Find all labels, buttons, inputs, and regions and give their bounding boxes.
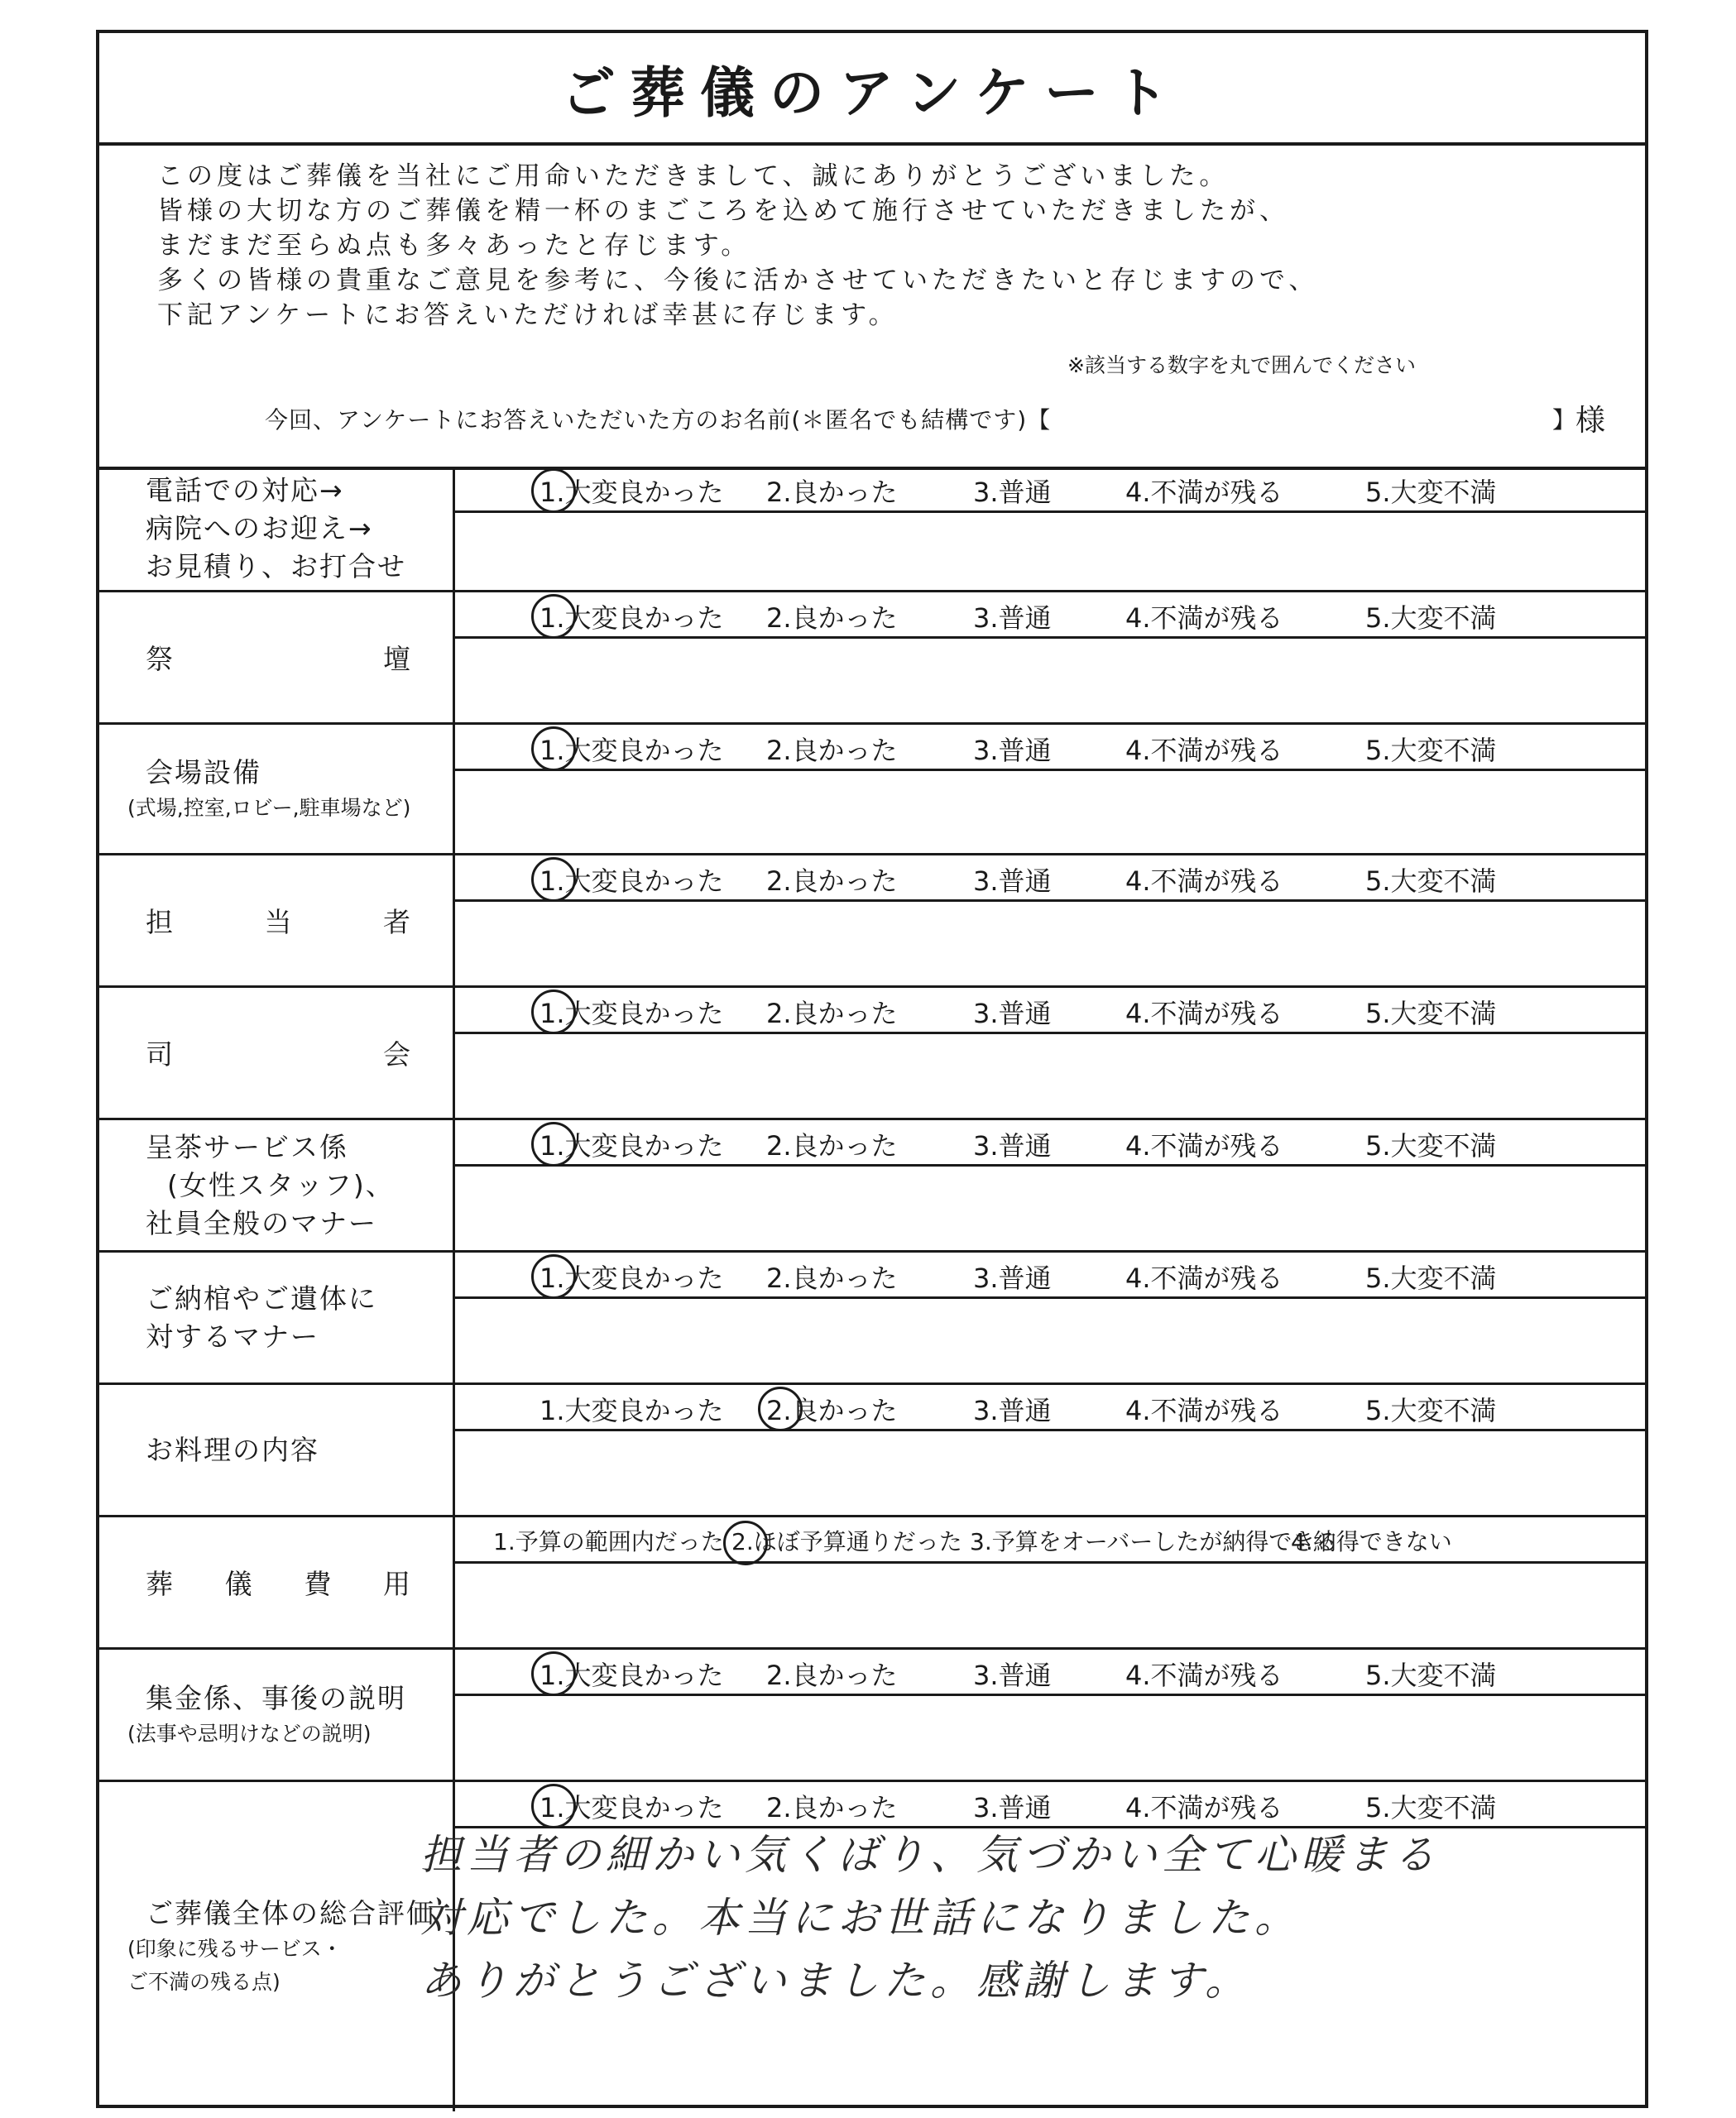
- option-text: 1.予算の範囲内だった: [493, 1528, 724, 1555]
- comment-line: ありがとうございました。感謝します。: [420, 1957, 1251, 2005]
- table-row: [99, 467, 1645, 592]
- rating-option[interactable]: [1125, 1258, 1283, 1296]
- row-label: [99, 1253, 455, 1382]
- option-text: 4.不満が残る: [1125, 477, 1283, 508]
- name-field-row: [265, 402, 1605, 444]
- table-row: [99, 1120, 1645, 1253]
- selected-option-text: 1.大変良かった: [540, 860, 724, 898]
- rating-option[interactable]: [766, 1125, 898, 1163]
- rating-option[interactable]: [1125, 1125, 1283, 1163]
- row-label: [99, 592, 455, 722]
- options-row: [455, 1517, 1645, 1564]
- option-text: 4.不満が残る: [1125, 998, 1283, 1029]
- row-label-line: 電話での対応→: [146, 473, 344, 506]
- selected-option-text: 1.大変良かった: [540, 1125, 724, 1163]
- options-row: [455, 855, 1645, 902]
- rating-option[interactable]: [766, 993, 898, 1031]
- rating-option[interactable]: [1365, 860, 1497, 898]
- row-label-char: 祭: [146, 643, 173, 675]
- instruction-note: ※該当する数字を丸で囲んでください: [1067, 353, 1416, 377]
- rating-option[interactable]: [540, 1125, 724, 1163]
- table-row: [99, 592, 1645, 725]
- rating-option[interactable]: [973, 1390, 1052, 1428]
- option-text: 5.大変不満: [1365, 1660, 1497, 1691]
- option-text: 5.大変不満: [1365, 1130, 1497, 1162]
- selected-option-text: 1.大変良かった: [540, 1258, 724, 1296]
- rating-option[interactable]: [540, 860, 724, 898]
- option-text: 3.普通: [973, 602, 1052, 634]
- option-text: 3.普通: [973, 1130, 1052, 1162]
- row-label: [99, 1517, 455, 1647]
- rating-option[interactable]: [540, 1655, 724, 1693]
- option-text: 3.普通: [973, 998, 1052, 1029]
- row-label: [99, 1650, 455, 1780]
- option-text: 4.不満が残る: [1125, 1130, 1283, 1162]
- intro-section: [99, 142, 1645, 470]
- rating-option[interactable]: [973, 597, 1052, 635]
- row-label-line: 対するマナー: [146, 1320, 319, 1353]
- option-text: 2.良かった: [766, 1130, 898, 1162]
- rating-option[interactable]: [766, 597, 898, 635]
- option-text: 3.普通: [973, 1660, 1052, 1691]
- option-text: 5.大変不満: [1365, 1263, 1497, 1294]
- row-label-spread: [146, 1033, 410, 1072]
- row-label: [99, 725, 455, 853]
- table-row: [99, 725, 1645, 855]
- row-label: [99, 1782, 455, 2111]
- rating-option[interactable]: [1125, 597, 1283, 635]
- table-row: [99, 988, 1645, 1120]
- option-text: 2.良かった: [766, 865, 898, 897]
- rating-option[interactable]: [1125, 472, 1283, 510]
- row-label: [99, 855, 455, 985]
- rating-option[interactable]: [731, 1524, 962, 1557]
- row-label-line: 社員全般のマナー: [146, 1206, 377, 1239]
- rating-option[interactable]: [1125, 993, 1283, 1031]
- rating-option[interactable]: [1365, 1258, 1497, 1296]
- options-row: [455, 467, 1645, 513]
- selected-option-text: 1.大変良かった: [540, 472, 724, 510]
- option-text: 2.良かった: [766, 477, 898, 508]
- row-label-sub: (法事や忌明けなどの説明): [127, 1721, 372, 1746]
- option-text: 5.大変不満: [1365, 865, 1497, 897]
- row-label-line: 病院へのお迎え→: [146, 511, 373, 544]
- option-text: 2.良かった: [766, 1660, 898, 1691]
- comment-line: 対応でした。本当にお世話になりました。: [420, 1894, 1301, 1942]
- rating-option[interactable]: [540, 993, 724, 1031]
- rating-option[interactable]: [973, 860, 1052, 898]
- intro-line: この度はご葬儀を当社にご用命いただきまして、誠にありがとうございました。: [157, 161, 1230, 191]
- row-label: [99, 1385, 455, 1515]
- rating-option[interactable]: [1365, 1787, 1497, 1825]
- row-label-char: 儀: [224, 1568, 252, 1600]
- selected-option-text: 1.大変良かった: [540, 1655, 724, 1693]
- handwritten-comment: [420, 1823, 1440, 2012]
- option-text: 5.大変不満: [1365, 735, 1497, 766]
- row-label-line: ご不満の残る点): [127, 1970, 281, 1994]
- row-label-char: 壇: [383, 643, 410, 675]
- rating-option[interactable]: [1365, 1390, 1497, 1428]
- row-label-char: 費: [304, 1568, 332, 1600]
- options-row: [455, 1782, 1645, 1828]
- row-label: [99, 988, 455, 1118]
- row-label-char: 用: [382, 1568, 410, 1600]
- rating-option[interactable]: [973, 1787, 1052, 1825]
- option-text: 4.不満が残る: [1125, 602, 1283, 634]
- option-text: 2.良かった: [766, 998, 898, 1029]
- rating-option[interactable]: [1125, 1655, 1283, 1693]
- option-text: 4.不満が残る: [1125, 1792, 1283, 1823]
- option-text: 2.良かった: [766, 1263, 898, 1294]
- page-title: ご葬儀のアンケート: [560, 60, 1184, 125]
- rating-option[interactable]: [540, 1390, 724, 1428]
- options-row: [455, 1650, 1645, 1696]
- table-row: [99, 1253, 1645, 1385]
- rating-option[interactable]: [973, 472, 1052, 510]
- options-row: [455, 988, 1645, 1034]
- rating-option[interactable]: [1125, 1787, 1283, 1825]
- option-text: 3.予算をオーバーしたが納得できる: [970, 1528, 1339, 1555]
- rating-option[interactable]: [540, 1258, 724, 1296]
- option-text: 4.不満が残る: [1125, 1395, 1283, 1426]
- table-row: [99, 1650, 1645, 1782]
- rating-option[interactable]: [973, 1258, 1052, 1296]
- selected-option-text: 2.良かった: [766, 1390, 898, 1428]
- rating-option[interactable]: [766, 730, 898, 768]
- rating-option[interactable]: [1365, 993, 1497, 1031]
- intro-line: まだまだ至らぬ点も多々あったと存じます。: [157, 231, 751, 261]
- rating-option[interactable]: [973, 1655, 1052, 1693]
- row-label-line: お見積り、お打合せ: [146, 549, 406, 582]
- row-label-char: 司: [146, 1038, 173, 1071]
- selected-option-text: 1.大変良かった: [540, 1787, 724, 1825]
- selected-option-text: 1.大変良かった: [540, 597, 724, 635]
- options-row: [455, 592, 1645, 639]
- selected-option-text: 2.ほぼ予算通りだった: [731, 1524, 962, 1557]
- row-label-line: 会場設備: [146, 755, 261, 788]
- option-text: 3.普通: [973, 735, 1052, 766]
- rating-option[interactable]: [970, 1524, 1338, 1557]
- rating-option[interactable]: [540, 597, 724, 635]
- intro-line: 下記アンケートにお答えいただければ幸甚に存じます。: [157, 300, 899, 330]
- intro-line: 皆様の大切な方のご葬儀を精一杯のまごころを込めて施行させていただきましたが、: [157, 196, 1289, 226]
- comment-line: 担当者の細かい気くばり、気づかい全て心暖まる: [420, 1831, 1440, 1879]
- option-text: 3.普通: [973, 865, 1052, 897]
- option-text: 5.大変不満: [1365, 602, 1497, 634]
- rating-option[interactable]: [1365, 472, 1497, 510]
- rating-option[interactable]: [1365, 1655, 1497, 1693]
- option-text: 5.大変不満: [1365, 1792, 1497, 1823]
- selected-option-text: 1.大変良かった: [540, 993, 724, 1031]
- rating-option[interactable]: [766, 860, 898, 898]
- table-row: [99, 1517, 1645, 1650]
- row-label-line: ご葬儀全体の総合評価: [146, 1897, 435, 1929]
- title-row: [99, 33, 1645, 146]
- option-text: 2.良かった: [766, 735, 898, 766]
- rating-option[interactable]: [493, 1524, 724, 1557]
- rating-option[interactable]: [766, 1390, 898, 1428]
- option-text: 5.大変不満: [1365, 477, 1497, 508]
- survey-form: [96, 30, 1648, 2108]
- row-label-char: 当: [264, 906, 292, 938]
- rating-option[interactable]: [540, 1787, 724, 1825]
- name-suffix: 様: [1575, 404, 1605, 438]
- row-label-char: 葬: [146, 1568, 173, 1600]
- row-label-char: 者: [383, 906, 410, 938]
- row-label-line: お料理の内容: [146, 1433, 319, 1466]
- row-label: [99, 1120, 455, 1250]
- options-row: [455, 1120, 1645, 1167]
- row-label: [99, 467, 455, 590]
- options-row: [455, 1253, 1645, 1299]
- rating-option[interactable]: [540, 472, 724, 510]
- row-label-line: ご納棺やご遺体に: [146, 1282, 377, 1315]
- row-label-sub: (式場,控室,ロビー,駐車場など): [127, 795, 411, 820]
- option-text: 1.大変良かった: [540, 1395, 724, 1426]
- option-text: 5.大変不満: [1365, 1395, 1497, 1426]
- table-row: [99, 855, 1645, 988]
- row-label-line: (印象に残るサービス・: [127, 1937, 343, 1961]
- rating-option[interactable]: [1125, 730, 1283, 768]
- option-text: 4.納得できない: [1291, 1528, 1452, 1555]
- rating-option[interactable]: [973, 993, 1052, 1031]
- option-text: 4.不満が残る: [1125, 1263, 1283, 1294]
- intro-line: 多くの皆様の貴重なご意見を参考に、今後に活かさせていただきたいと存じますので、: [157, 266, 1319, 295]
- rating-option[interactable]: [973, 730, 1052, 768]
- row-label-line: (女性スタッフ)、: [167, 1168, 395, 1201]
- option-text: 3.普通: [973, 1395, 1052, 1426]
- option-text: 2.良かった: [766, 602, 898, 634]
- option-text: 4.不満が残る: [1125, 1660, 1283, 1691]
- rating-option[interactable]: [1291, 1524, 1452, 1557]
- option-text: 3.普通: [973, 477, 1052, 508]
- row-label-line: 呈茶サービス係: [146, 1130, 348, 1163]
- option-text: 3.普通: [973, 1263, 1052, 1294]
- intro-text: [157, 159, 1318, 333]
- option-text: 2.良かった: [766, 1792, 898, 1823]
- rating-option[interactable]: [1365, 597, 1497, 635]
- options-row: [455, 1385, 1645, 1431]
- selected-option-text: 1.大変良かった: [540, 730, 724, 768]
- rating-option[interactable]: [540, 730, 724, 768]
- name-bracket-close: 】: [1551, 406, 1575, 434]
- option-text: 5.大変不満: [1365, 998, 1497, 1029]
- rating-option[interactable]: [1125, 860, 1283, 898]
- row-label-spread: [146, 1563, 410, 1602]
- rating-option[interactable]: [973, 1125, 1052, 1163]
- option-text: 4.不満が残る: [1125, 865, 1283, 897]
- row-label-char: 会: [383, 1038, 410, 1071]
- option-text: 4.不満が残る: [1125, 735, 1283, 766]
- name-input[interactable]: [1051, 402, 1552, 444]
- name-label: 今回、アンケートにお答えいただいた方のお名前(＊匿名でも結構です)【: [265, 406, 1052, 434]
- rating-option[interactable]: [766, 1655, 898, 1693]
- row-label-line: 集金係、事後の説明: [146, 1681, 406, 1714]
- options-row: [455, 725, 1645, 771]
- row-label-char: 担: [146, 906, 173, 938]
- rating-option[interactable]: [1365, 1125, 1497, 1163]
- table-row: [99, 1385, 1645, 1517]
- rating-option[interactable]: [1125, 1390, 1283, 1428]
- rating-option[interactable]: [766, 1258, 898, 1296]
- option-text: 3.普通: [973, 1792, 1052, 1823]
- row-label-spread: [146, 638, 410, 677]
- rating-option[interactable]: [766, 1787, 898, 1825]
- rating-option[interactable]: [1365, 730, 1497, 768]
- rating-option[interactable]: [766, 472, 898, 510]
- row-label-spread: [146, 901, 410, 940]
